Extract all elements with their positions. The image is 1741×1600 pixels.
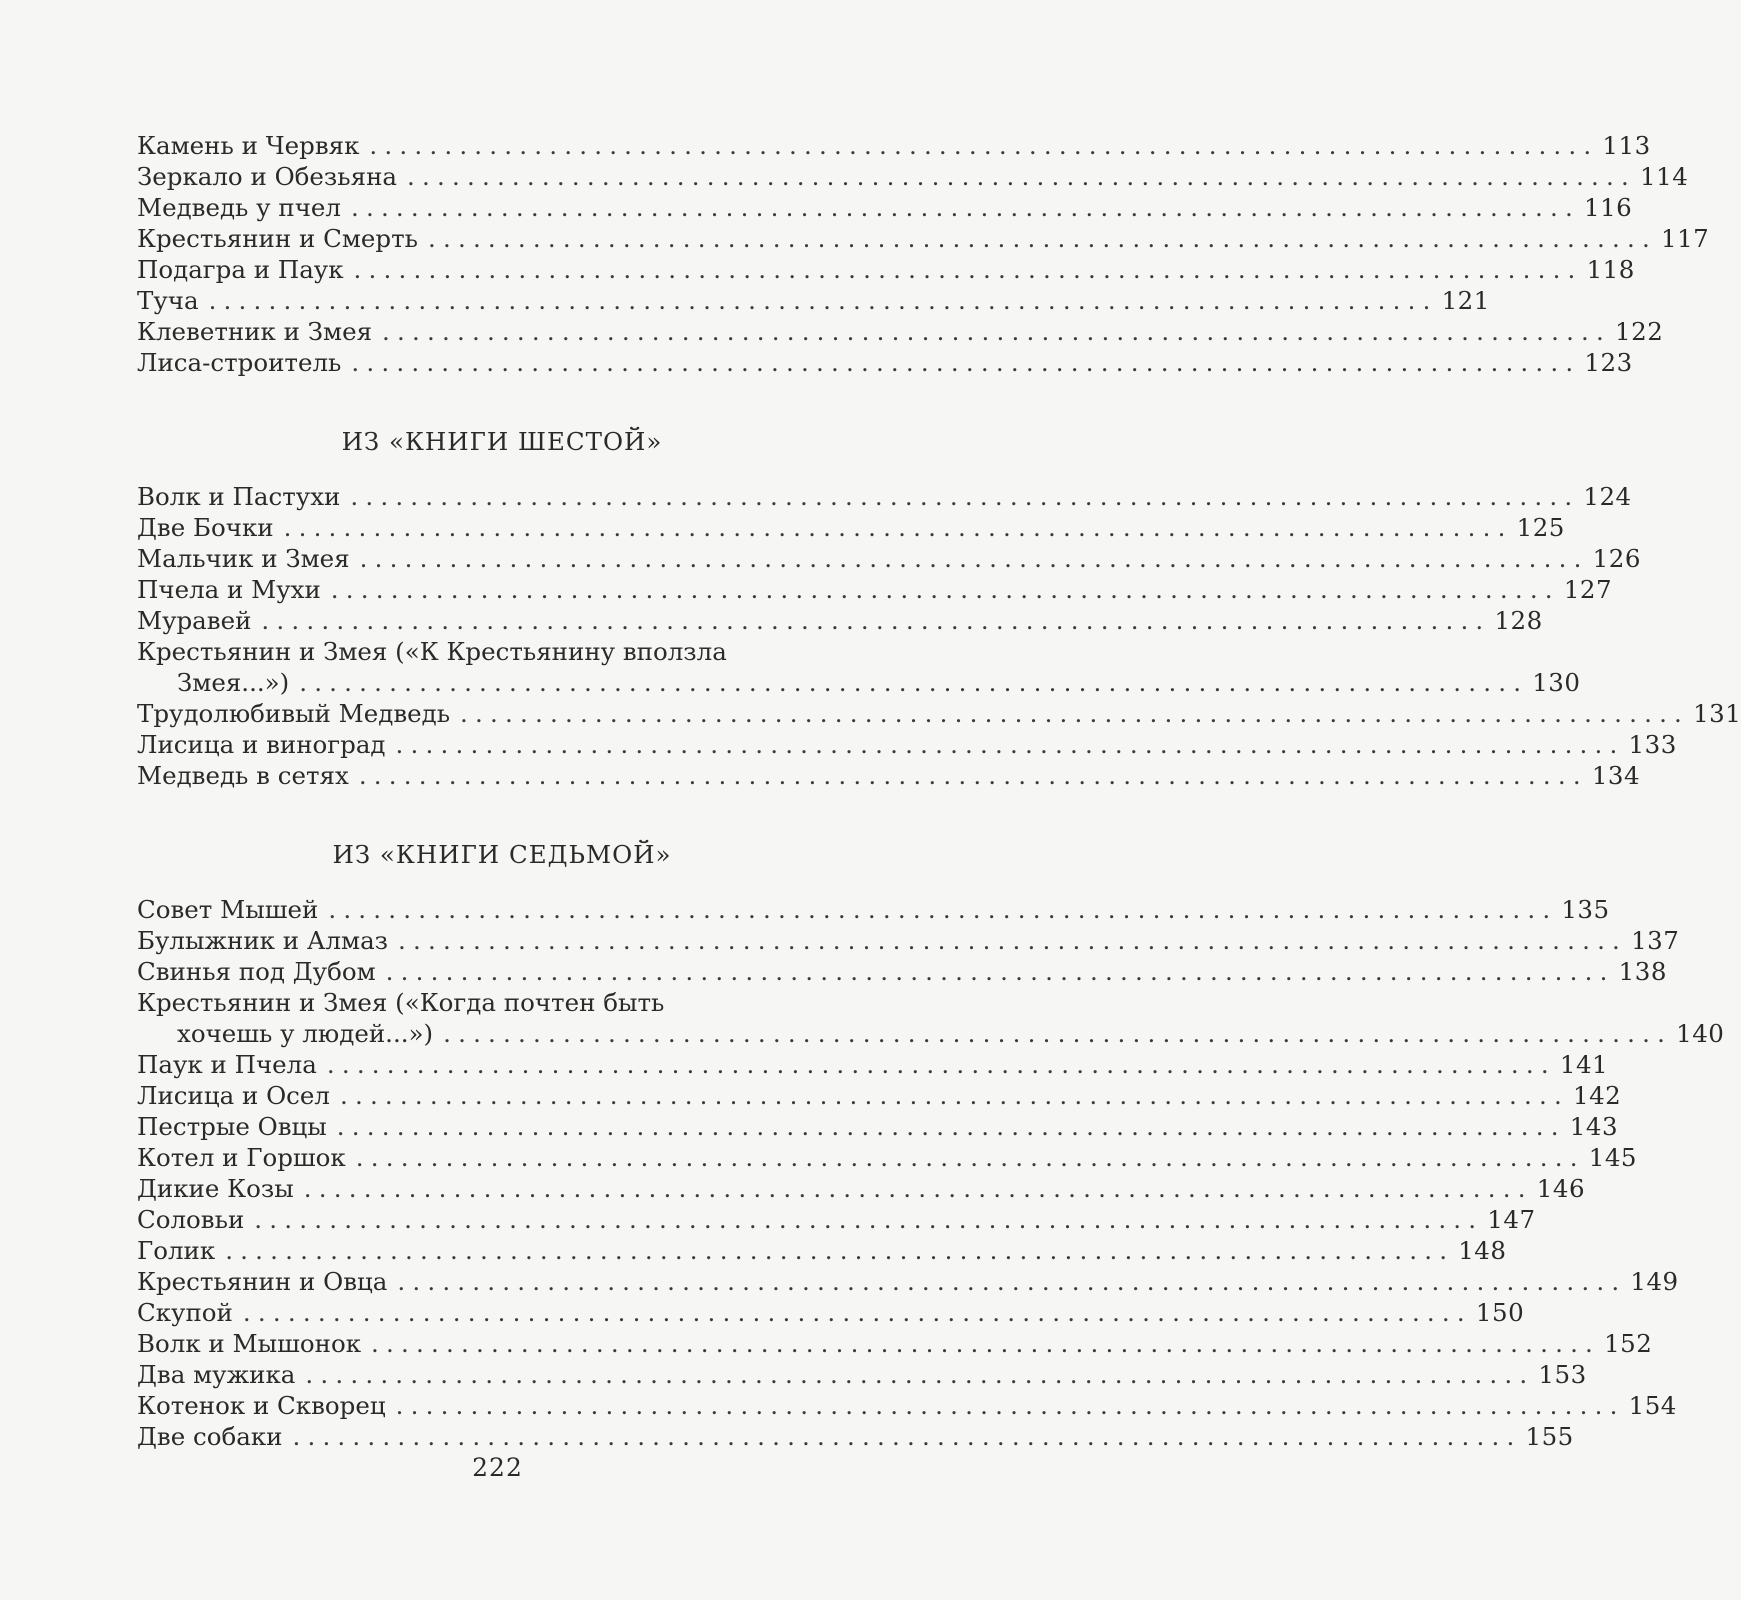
- entry-page-number: 143: [1569, 1112, 1619, 1141]
- dot-leader: ..................................................................................: [407, 162, 1637, 191]
- toc-entry: [137, 1049, 1609, 1080]
- toc-entry: [137, 285, 1490, 316]
- entry-page-number: 113: [1602, 131, 1651, 160]
- toc-entry: [137, 1359, 1587, 1390]
- entry-page-number: 146: [1536, 1174, 1586, 1203]
- toc-entry: [137, 956, 1667, 987]
- entry-title: Муравей: [137, 606, 252, 635]
- entry-page-number: 125: [1516, 513, 1565, 542]
- entry-title: Волк и Мышонок: [137, 1329, 362, 1358]
- dot-leader: ..................................................................................: [443, 1019, 1673, 1048]
- entry-page-number: 148: [1458, 1236, 1507, 1265]
- toc-entry: [137, 1235, 1507, 1266]
- entry-title: Свинья под Дубом: [137, 957, 376, 986]
- dot-leader: ..................................................................................: [395, 1391, 1625, 1420]
- dot-leader: ..................................................................................: [395, 730, 1625, 759]
- entry-page-number: 141: [1559, 1050, 1609, 1079]
- entry-page-number: 131: [1693, 699, 1741, 728]
- dot-leader: ..................................................................................: [330, 575, 1560, 604]
- dot-leader: ..................................................................................: [350, 482, 1580, 511]
- entry-title: Лисица и виноград: [137, 730, 386, 759]
- dot-leader: ..................................................................................: [460, 699, 1690, 728]
- entry-continuation-line: [137, 667, 1580, 698]
- entry-title: Камень и Червяк: [137, 131, 360, 160]
- toc-section-1: [137, 130, 1710, 378]
- toc-entry: [137, 894, 1610, 925]
- dot-leader: ..................................................................................: [371, 1329, 1601, 1358]
- entry-title: Голик: [137, 1236, 216, 1265]
- toc-entry: [137, 543, 1641, 574]
- entry-title: Две Бочки: [137, 513, 274, 542]
- toc-entry: [137, 347, 1633, 378]
- entry-page-number: 140: [1676, 1019, 1725, 1048]
- entry-title: Мальчик и Змея: [137, 544, 350, 573]
- entry-page-number: 152: [1604, 1329, 1653, 1358]
- dot-leader: ..................................................................................: [283, 513, 1513, 542]
- entry-page-number: 126: [1592, 544, 1641, 573]
- dot-leader: ..................................................................................: [427, 224, 1657, 253]
- toc-entry: [137, 161, 1689, 192]
- entry-page-number: 150: [1475, 1298, 1525, 1327]
- toc-entry: [137, 925, 1680, 956]
- toc-entry: [137, 729, 1677, 760]
- toc-entry: [137, 1080, 1622, 1111]
- entry-title: Крестьянин и Змея («Когда почтен быть: [137, 988, 665, 1017]
- dot-leader: ..................................................................................: [385, 957, 1615, 986]
- toc-entry: [137, 574, 1613, 605]
- entry-page-number: 142: [1572, 1081, 1622, 1110]
- toc-entry: [137, 1173, 1586, 1204]
- dot-leader: ..................................................................................: [355, 1143, 1585, 1172]
- toc-entry: [137, 698, 1741, 729]
- entry-page-number: 121: [1441, 286, 1490, 315]
- entry-page-number: 130: [1532, 668, 1581, 697]
- dot-leader: ..................................................................................: [305, 1360, 1535, 1389]
- table-of-contents: [137, 130, 1741, 1452]
- entry-title: Булыжник и Алмаз: [137, 926, 389, 955]
- entry-page-number: 138: [1618, 957, 1667, 986]
- entry-page-number: 116: [1583, 193, 1633, 222]
- toc-entry: [137, 1142, 1638, 1173]
- entry-title: Лиса-строитель: [137, 348, 342, 377]
- dot-leader: ..................................................................................: [353, 255, 1583, 284]
- entry-page-number: 124: [1583, 482, 1632, 511]
- toc-entry: [137, 512, 1565, 543]
- entry-title: Соловьи: [137, 1205, 245, 1234]
- entry-page-number: 123: [1584, 348, 1633, 377]
- toc-entry: [137, 605, 1543, 636]
- entry-title: Две собаки: [137, 1422, 283, 1451]
- dot-leader: ..................................................................................: [397, 1267, 1627, 1296]
- toc-entry: [137, 316, 1664, 347]
- dot-leader: ..................................................................................: [208, 286, 1438, 315]
- section-heading: ИЗ «КНИГИ ШЕСТОЙ»: [341, 427, 663, 456]
- dot-leader: ..................................................................................: [254, 1205, 1484, 1234]
- dot-leader: ..................................................................................: [225, 1236, 1455, 1265]
- toc-entry-wrap: [137, 636, 1580, 698]
- entry-title: Крестьянин и Смерть: [137, 224, 418, 253]
- entry-page-number: 114: [1640, 162, 1689, 191]
- entry-page-number: 118: [1586, 255, 1635, 284]
- toc-entry: [137, 1328, 1653, 1359]
- entry-title: Зеркало и Обезьяна: [137, 162, 398, 191]
- toc-entry: [137, 1111, 1619, 1142]
- entry-page-number: 128: [1494, 606, 1543, 635]
- entry-page-number: 155: [1525, 1422, 1574, 1451]
- dot-leader: ..................................................................................: [261, 606, 1491, 635]
- entry-title: Подагра и Паук: [137, 255, 344, 284]
- entry-title: Туча: [137, 286, 199, 315]
- entry-continuation-line: [137, 1018, 1724, 1049]
- dot-leader: ..................................................................................: [299, 668, 1529, 697]
- entry-title: Паук и Пчела: [137, 1050, 317, 1079]
- entry-page-number: 133: [1628, 730, 1677, 759]
- entry-title: Пестрые Овцы: [137, 1112, 327, 1141]
- dot-leader: ..................................................................................: [382, 317, 1612, 346]
- entry-page-number: 147: [1487, 1205, 1536, 1234]
- entry-page-number: 127: [1563, 575, 1613, 604]
- dot-leader: ..................................................................................: [328, 895, 1558, 924]
- entry-title: Пчела и Мухи: [137, 575, 321, 604]
- toc-entry: [137, 1421, 1574, 1452]
- entry-title: Медведь у пчел: [137, 193, 341, 222]
- entry-title-continuation: хочешь у людей...»): [177, 1019, 434, 1048]
- toc-entry: [137, 223, 1710, 254]
- entry-title-continuation: Змея...»): [177, 668, 290, 697]
- entry-page-number: 134: [1591, 761, 1641, 790]
- dot-leader: ..................................................................................: [326, 1050, 1556, 1079]
- toc-entry: [137, 760, 1641, 791]
- toc-entry: [137, 1390, 1677, 1421]
- entry-title: Скупой: [137, 1298, 233, 1327]
- entry-title: Волк и Пастухи: [137, 482, 341, 511]
- entry-page-number: 137: [1631, 926, 1680, 955]
- dot-leader: ..................................................................................: [398, 926, 1628, 955]
- entry-page-number: 117: [1661, 224, 1710, 253]
- entry-page-number: 149: [1630, 1267, 1679, 1296]
- dot-leader: ..................................................................................: [339, 1081, 1569, 1110]
- dot-leader: ..................................................................................: [292, 1422, 1522, 1451]
- entry-title: Крестьянин и Овца: [137, 1267, 388, 1296]
- entry-title: Дикие Козы: [137, 1174, 294, 1203]
- entry-title: Медведь в сетях: [137, 761, 349, 790]
- entry-page-number: 145: [1588, 1143, 1638, 1172]
- entry-title: Совет Мышей: [137, 895, 319, 924]
- dot-leader: ..................................................................................: [336, 1112, 1566, 1141]
- entry-title: Котел и Горшок: [137, 1143, 346, 1172]
- toc-entry: [137, 481, 1632, 512]
- entry-title: Трудолюбивый Медведь: [137, 699, 451, 728]
- page-number: 222: [472, 1453, 523, 1482]
- toc-entry-wrap: [137, 987, 1724, 1049]
- toc-entry: [137, 254, 1635, 285]
- entry-title: Лисица и Осел: [137, 1081, 330, 1110]
- toc-entry: [137, 1204, 1536, 1235]
- entry-title: Два мужика: [137, 1360, 296, 1389]
- entry-page-number: 135: [1561, 895, 1610, 924]
- toc-entry: [137, 1266, 1679, 1297]
- toc-entry: [137, 130, 1651, 161]
- toc-entry: [137, 987, 1725, 1049]
- dot-leader: ..................................................................................: [359, 544, 1589, 573]
- dot-leader: ..................................................................................: [358, 761, 1588, 790]
- entry-title: Клеветник и Змея: [137, 317, 373, 346]
- entry-page-number: 154: [1628, 1391, 1677, 1420]
- toc-section-3: [137, 894, 1725, 1452]
- section-heading: ИЗ «КНИГИ СЕДЬМОЙ»: [332, 840, 672, 869]
- toc-entry: [137, 1297, 1525, 1328]
- toc-entry: [137, 192, 1633, 223]
- dot-leader: ..................................................................................: [351, 348, 1581, 377]
- dot-leader: ..................................................................................: [369, 131, 1599, 160]
- entry-page-number: 122: [1615, 317, 1664, 346]
- entry-page-number: 153: [1538, 1360, 1587, 1389]
- dot-leader: ..................................................................................: [242, 1298, 1472, 1327]
- dot-leader: ..................................................................................: [303, 1174, 1533, 1203]
- toc-entry: [137, 636, 1581, 698]
- toc-section-2: [137, 481, 1741, 791]
- dot-leader: ..................................................................................: [350, 193, 1580, 222]
- entry-title: Крестьянин и Змея («К Крестьянину вползла: [137, 637, 727, 666]
- entry-title: Котенок и Скворец: [137, 1391, 386, 1420]
